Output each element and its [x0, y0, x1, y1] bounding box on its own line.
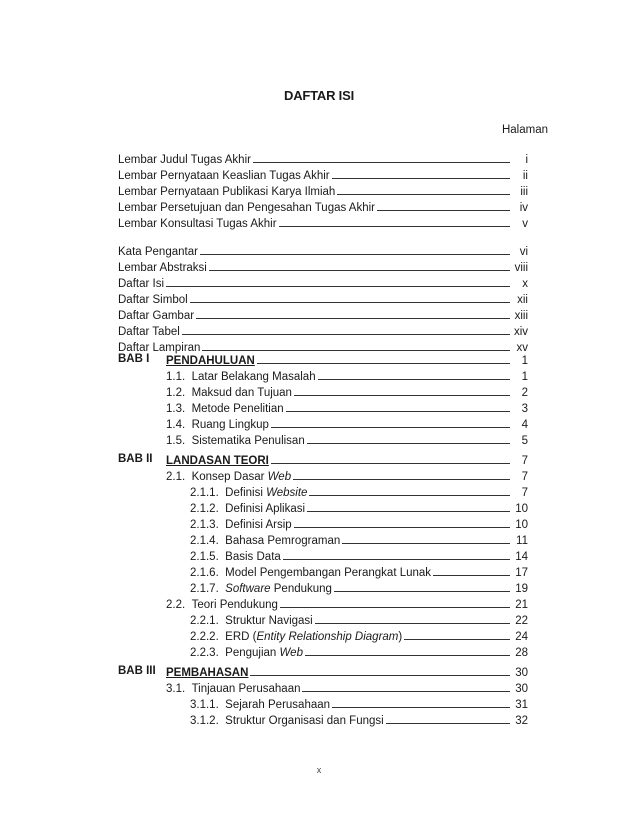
- toc-entry[interactable]: Daftar Isi x: [118, 278, 528, 290]
- toc-entry[interactable]: 2.1.6. Model Pengembangan Perangkat Lunak 17: [190, 567, 528, 579]
- toc-entry[interactable]: 2.2. Teori Pendukung 21: [166, 599, 528, 611]
- toc-entry[interactable]: 3.1.1. Sejarah Perusahaan 31: [190, 699, 528, 711]
- toc-entry[interactable]: Lembar Abstraksi viii: [118, 262, 528, 274]
- toc-chapter-entry[interactable]: PEMBAHASAN 30: [166, 667, 528, 679]
- toc-entry[interactable]: 1.1. Latar Belakang Masalah 1: [166, 371, 528, 383]
- toc-entry[interactable]: 2.2.2. ERD (Entity Relationship Diagram) 24: [190, 631, 528, 643]
- chapter-label: BAB III: [118, 665, 156, 677]
- toc-entry[interactable]: 3.1. Tinjauan Perusahaan 30: [166, 683, 528, 695]
- toc-chapter-entry[interactable]: PENDAHULUAN 1: [166, 355, 528, 367]
- toc-entry[interactable]: 2.2.1. Struktur Navigasi 22: [190, 615, 528, 627]
- toc-entry[interactable]: 1.4. Ruang Lingkup 4: [166, 419, 528, 431]
- toc-entry[interactable]: Daftar Lampiran xv: [118, 342, 528, 354]
- toc-entry[interactable]: 2.1.3. Definisi Arsip 10: [190, 519, 528, 531]
- toc-entry[interactable]: Daftar Simbol xii: [118, 294, 528, 306]
- toc-entry[interactable]: 2.1.1. Definisi Website 7: [190, 487, 528, 499]
- toc-entry[interactable]: 2.1.5. Basis Data 14: [190, 551, 528, 563]
- toc-entry[interactable]: Lembar Persetujuan dan Pengesahan Tugas Akhir iv: [118, 202, 528, 214]
- toc-entry[interactable]: 2.1.2. Definisi Aplikasi 10: [190, 503, 528, 515]
- page-number-footer: x: [316, 765, 322, 775]
- toc-entry[interactable]: 1.3. Metode Penelitian 3: [166, 403, 528, 415]
- toc-entry[interactable]: 1.5. Sistematika Penulisan 5: [166, 435, 528, 447]
- toc-entry[interactable]: Lembar Judul Tugas Akhir i: [118, 154, 528, 166]
- toc-entry[interactable]: 2.1.4. Bahasa Pemrograman 11: [190, 535, 528, 547]
- page-title: DAFTAR ISI: [284, 88, 354, 103]
- toc-entry[interactable]: Daftar Tabel xiv: [118, 326, 528, 338]
- toc-entry[interactable]: 2.1. Konsep Dasar Web 7: [166, 471, 528, 483]
- toc-entry[interactable]: 2.1.7. Software Pendukung 19: [190, 583, 528, 595]
- toc-entry[interactable]: Lembar Pernyataan Publikasi Karya Ilmiah iii: [118, 186, 528, 198]
- chapter-label: BAB II: [118, 453, 153, 465]
- halaman-label: Halaman: [501, 124, 548, 136]
- chapter-label: BAB I: [118, 353, 150, 365]
- toc-entry[interactable]: 2.2.3. Pengujian Web 28: [190, 647, 528, 659]
- toc-chapter-entry[interactable]: LANDASAN TEORI 7: [166, 455, 528, 467]
- toc-entry[interactable]: Lembar Konsultasi Tugas Akhir v: [118, 218, 528, 230]
- toc-entry[interactable]: Daftar Gambar xiii: [118, 310, 528, 322]
- toc-entry[interactable]: 3.1.2. Struktur Organisasi dan Fungsi 32: [190, 715, 528, 727]
- toc-entry[interactable]: 1.2. Maksud dan Tujuan 2: [166, 387, 528, 399]
- toc-entry[interactable]: Kata Pengantar vi: [118, 246, 528, 258]
- toc-entry[interactable]: Lembar Pernyataan Keaslian Tugas Akhir ii: [118, 170, 528, 182]
